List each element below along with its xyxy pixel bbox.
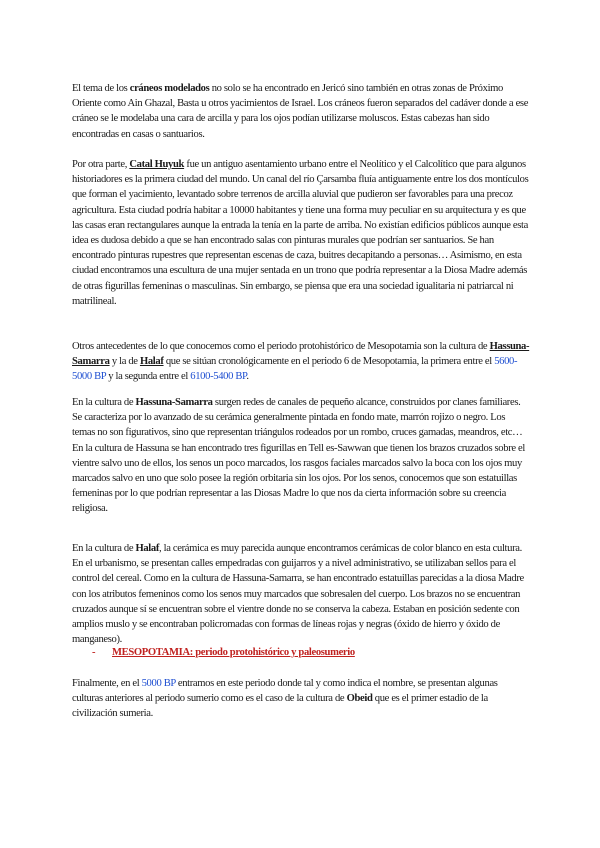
paragraph-finalmente [72,676,530,722]
section-heading-mesopotamia [92,645,532,660]
section-heading-text: MESOPOTAMIA: periodo protohistórico y paleosumerio [112,647,355,658]
text-run: que es el primer estadio de la civilización sumeria. [72,693,488,720]
text-run: , la cerámica es muy parecida aunque encontramos cerámicas de color blanco en esta cultura. En el urbanismo, se presentan calles empedradas con guijarros y a nivel administrativo, se utilizaban sellos para el control del cereal. Como en la cultura de Hassuna-Samarra, se han encontrado estatuillas parecidas a la diosa Madre con los atributos femeninos como los senos muy marcados que sobresalen del cuerpo. Los brazos no se encuentran cruzados aunque sí se encuentran sobre el vientre donde no se conserva la cabeza. Estaban en posición sedente con amplios muslo y se encontraban policromadas con formas de líneas rojas y negras (óxido de hierro y óxido de manganeso). [72,543,524,646]
text-run: y la segunda entre el [105,371,191,383]
highlighted-date-range: 5600-5000 BP [72,356,518,383]
bold-term-hassuna-samarra: Hassuna-Samarra [135,397,213,408]
text-run: Por otra parte, [72,159,130,170]
list-bullet: - [92,647,96,658]
text-run: . [246,371,249,383]
paragraph-antecedentes [72,339,530,385]
paragraph-catal-huyuk [72,157,530,309]
bold-term-halaf: Halaf [135,543,160,554]
highlighted-date: 5000 BP [141,678,176,689]
bold-term-obeid: Obeid [346,693,373,705]
text-run: Finalmente, en el [72,678,142,689]
text-run: surgen redes de canales de pequeño alcance, construidos por clanes familiares. Se caracteriza por lo avanzado de su cerámica generalmente pintada en fondo mate, marrón rojizo o negro. Los temas no son figurativos, sino que representan triángulos rodeados por un rombo, cruces gamadas, meandros, etc… [72,397,523,439]
bold-term-craneos-modelados: cráneos modelados [129,83,210,94]
paragraph-halaf [72,541,530,647]
highlighted-date-range: 6100-5400 BP [190,371,247,383]
text-run: Otros antecedentes de lo que conocemos como el periodo protohistórico de Mesopotamia son la cultura de [72,341,490,352]
text-run: El tema de los [72,83,130,94]
bold-term-hassuna-samarra: Hassuna-Samarra [72,341,530,368]
text-run: En la cultura de [72,397,136,408]
text-run: En la cultura de [72,543,136,554]
text-run: fue un antiguo asentamiento urbano entre el Neolítico y el Calcolítico que para algunos historiadores es la primera ciudad del mundo. Un canal del río Çarsamba fluía antiguamente entre los dos montículos que forman el yacimiento, levantado sobre terrenos de arcilla aluvial que pudieron ser favorables para una precoz agricultura. Esta ciudad podría habitar a 10000 habitantes y tiene una forma muy peculiar en su arquitectura y es que las casas eran rectangulares aunque la entrada la tenía en la parte de arriba. No existían edificios públicos aunque esta idea es dudosa debido a que se han encontrado salas con pinturas murales que podrían ser santuarios. Se han encontrado pinturas rupestres que representan escenas de caza, buitres decapitando a personas… Asimismo, en esta ciudad encontramos una escultura de una mujer sentada en un trono que podría representar a la Diosa Madre además de otras figurillas femeninas o masculinas. Sin embargo, se piensa que era una sociedad igualitaria ni patriarcal ni matrilineal. [72,159,529,307]
text-run: entramos en este periodo donde tal y como indica el nombre, se presentan algunas culturas anteriores al periodo sumerio como es el caso de la cultura de [72,678,498,705]
text-run: no solo se ha encontrado en Jericó sino también en otras zonas de Próximo Oriente como Ain Ghazal, Basta u otros yacimientos de Israel. Los cráneos fueron separados del cadáver donde a ese cráneo se le modelaba una cara de arcilla y para los ojos podían utilizarse moluscos. Estas cabezas han sido encontradas en casas o santuarios. [72,83,529,140]
text-run: y la de [109,356,140,368]
text-run: En la cultura de Hassuna se han encontrado tres figurillas en Tell es-Sawwan que tienen los brazos cruzados sobre el vientre salvo uno de ellos, los senos un poco marcados, los rasgos faciales marcados salvo la boca con los ojos muy marcados salvo en uno que solo posee la región orbitaria sin los ojos. Por los senos, conocemos que son estatuillas femeninas por lo que podrían representar a las Diosas Madre lo que nos da cierta información sobre su creencia religiosa. [72,442,525,515]
bold-term-catal-huyuk: Catal Huyuk [129,159,185,170]
text-run: que se sitúan cronológicamente en el periodo 6 de Mesopotamia, la primera entre el [163,356,495,368]
paragraph-hassuna-samarra [72,395,530,517]
bold-term-halaf: Halaf [139,356,164,368]
paragraph-craneos-modelados [72,81,530,142]
